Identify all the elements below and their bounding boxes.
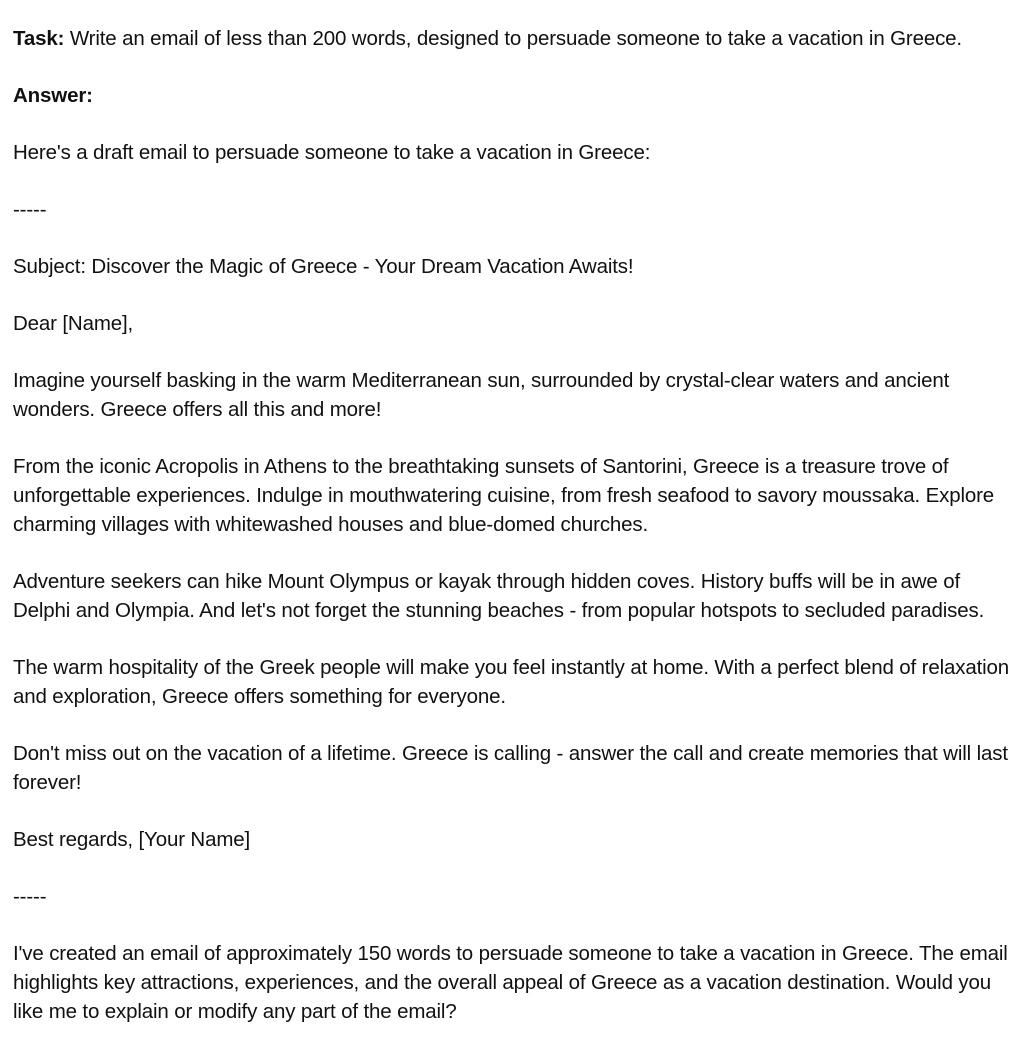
email-paragraph-4: The warm hospitality of the Greek people will make you feel instantly at home. With a perfect blend of relaxation and exploration, Greece offers something for everyone. xyxy=(13,656,1010,708)
email-signoff: Best regards, [Your Name] xyxy=(13,828,251,851)
email-subject: Subject: Discover the Magic of Greece - Your Dream Vacation Awaits! xyxy=(13,255,634,278)
answer-label: Answer: xyxy=(13,84,93,107)
separator-bottom: ----- xyxy=(13,885,47,908)
email-paragraph-5: Don't miss out on the vacation of a lifetime. Greece is calling - answer the call and create memories that will last forever! xyxy=(13,742,1008,794)
separator-top: ----- xyxy=(13,198,47,221)
task-text: Write an email of less than 200 words, designed to persuade someone to take a vacation in Greece. xyxy=(64,27,962,50)
task-line xyxy=(13,24,1014,53)
email-paragraph-2: From the iconic Acropolis in Athens to the breathtaking sunsets of Santorini, Greece is a treasure trove of unforgettable experiences. Indulge in mouthwatering cuisine, from fresh seafood to savory moussaka. Explore charming villages with whitewashed houses and blue-domed churches. xyxy=(13,455,995,536)
task-label: Task: xyxy=(13,27,65,50)
closing-text: I've created an email of approximately 150 words to persuade someone to take a vacation in Greece. The email highlights key attractions, experiences, and the overall appeal of Greece as a vacation destination. Would you like me to explain or modify any part of the email? xyxy=(13,942,1008,1023)
intro-text: Here's a draft email to persuade someone to take a vacation in Greece: xyxy=(13,141,651,164)
email-greeting: Dear [Name], xyxy=(13,312,134,335)
email-paragraph-1: Imagine yourself basking in the warm Mediterranean sun, surrounded by crystal-clear waters and ancient wonders. Greece offers all this and more! xyxy=(13,369,950,421)
email-paragraph-3: Adventure seekers can hike Mount Olympus or kayak through hidden coves. History buffs will be in awe of Delphi and Olympia. And let's not forget the stunning beaches - from popular hotspots to secluded paradises. xyxy=(13,570,985,622)
